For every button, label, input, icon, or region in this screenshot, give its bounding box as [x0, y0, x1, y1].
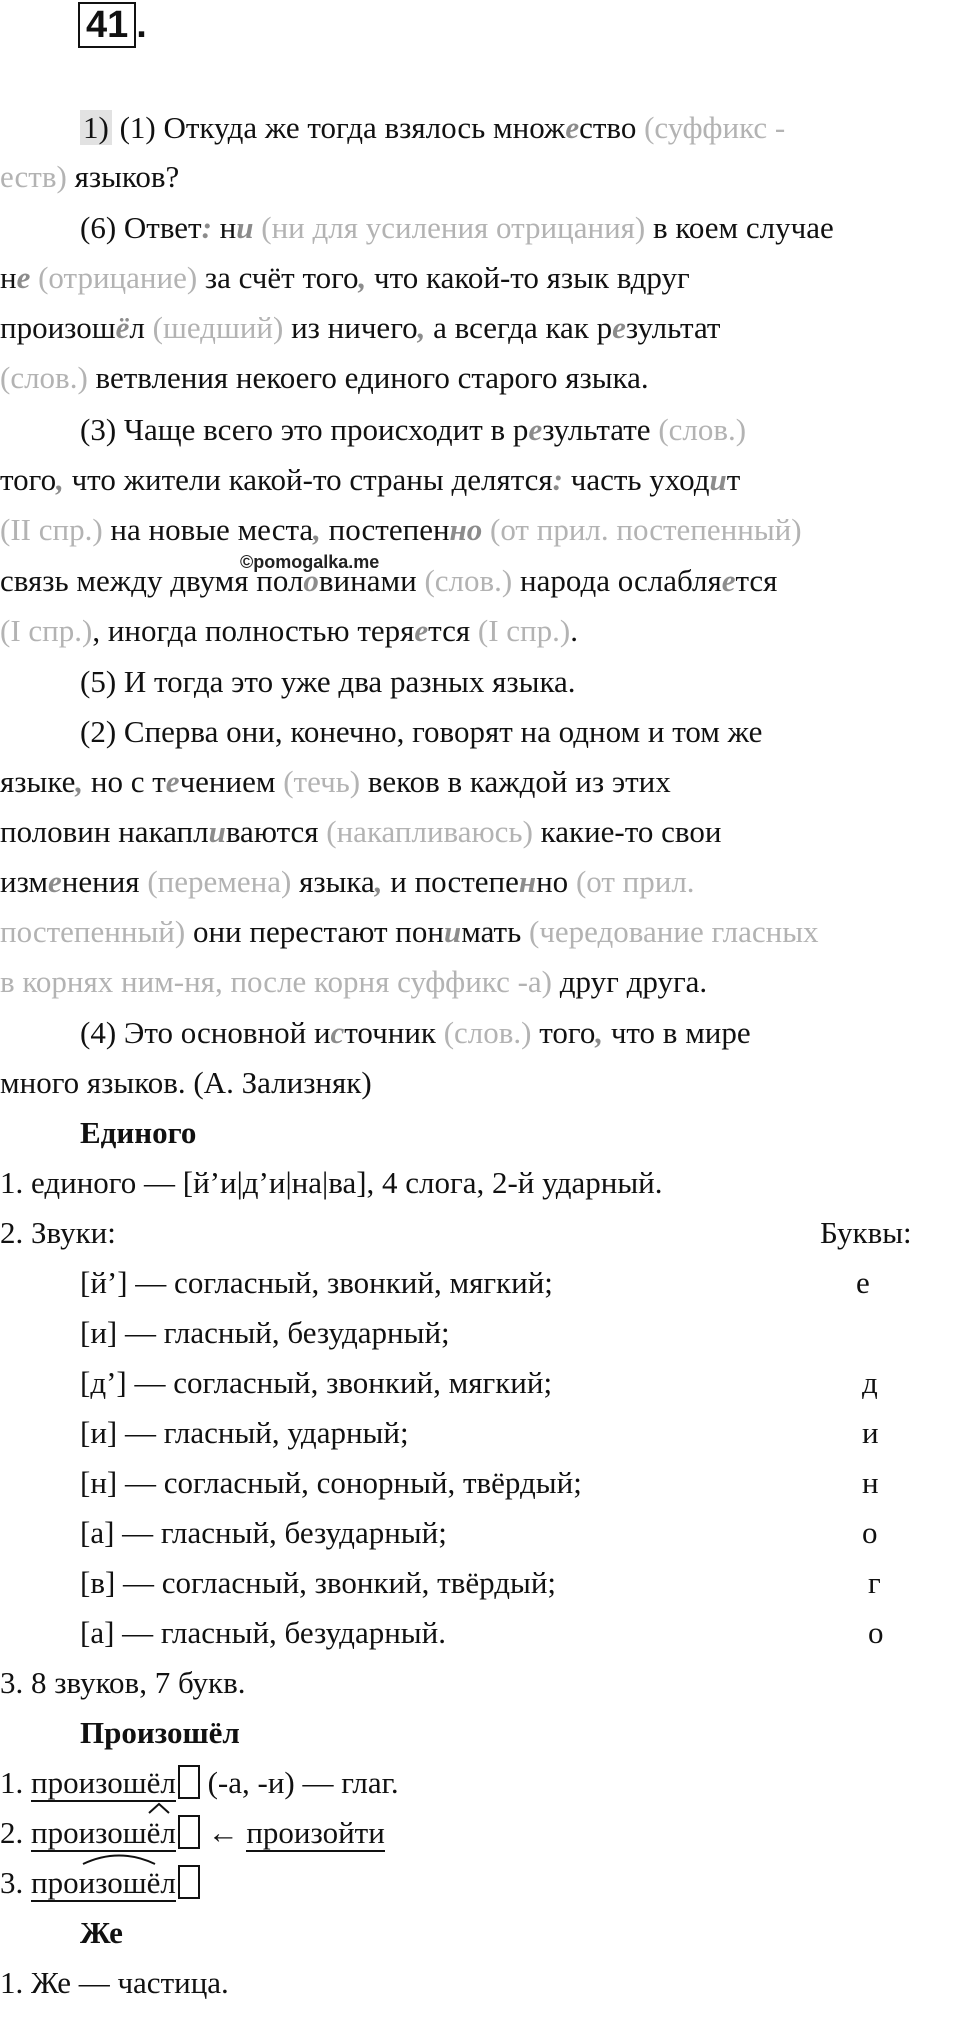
zero-ending-box [178, 1815, 200, 1849]
word-stem: произошёл [31, 1765, 176, 1800]
sounds-summary: 3. 8 звуков, 7 букв. [0, 1665, 246, 1700]
sentence-2-line5: постепенный) они перестают понимать (чередование гласных [0, 914, 819, 949]
heading-edinogo: Единого [80, 1115, 197, 1150]
sounds-label: 2. Звуки: [0, 1215, 116, 1250]
sentence-2: (2) Сперва они, конечно, говорят на одном и том же [80, 714, 763, 749]
arrow-left-icon: ← [199, 1815, 247, 1850]
sentence-2-line3: половин накапливаются (накапливаюсь) какие-то свои [0, 814, 722, 849]
sound-row-1: [й’] — согласный, звонкий, мягкий; [80, 1265, 553, 1300]
letter-row-1: е [856, 1265, 870, 1300]
letter-row-5: н [862, 1465, 879, 1500]
heading-proizoshel: Произошёл [80, 1715, 240, 1750]
suffix-mark-icon [31, 1801, 191, 1815]
base-word: произойти [246, 1815, 385, 1850]
sound-row-4: [и] — гласный, ударный; [80, 1415, 409, 1450]
heading-zhe: Же [80, 1915, 123, 1950]
morph-line-1: 1. произошёл (-а, -и) — глаг. [0, 1765, 399, 1800]
sound-row-3: [д’] — согласный, звонкий, мягкий; [80, 1365, 553, 1400]
watermark: ©pomogalka.me [240, 552, 380, 572]
task-number: 41 . [78, 4, 147, 46]
sentence-1: 1) (1) Откуда же тогда взялось множество (суффикс - [80, 108, 785, 148]
sentence-2-line2: языке, но с течением (течь) веков в каждой из этих [0, 764, 671, 799]
word-with-suffix: произошёл [31, 1813, 176, 1853]
sentence-6: (6) Ответ: ни (ни для усиления отрицания) в коем случае [80, 210, 834, 245]
sentence-3-line3: (II спр.) на новые места, постепенно (от прил. постепенный) [0, 512, 802, 547]
sentence-3-line4: связь между двумя половинами (слов.) народа ослабляется [0, 563, 778, 598]
sentence-6-line4: (слов.) ветвления некоего единого старого языка. [0, 360, 649, 395]
sentence-5: (5) И тогда это уже два разных языка. [80, 664, 576, 699]
letter-row-4: и [862, 1415, 879, 1450]
sentence-4-line2: много языков. (А. Зализняк) [0, 1065, 372, 1100]
sentence-marker: 1) [80, 110, 112, 145]
sound-row-7: [в] — согласный, звонкий, твёрдый; [80, 1565, 557, 1600]
sound-row-2: [и] — гласный, безударный; [80, 1315, 450, 1350]
letter-row-3: д [862, 1365, 878, 1400]
letter-row-8: о [868, 1615, 884, 1650]
morph-line-2: 2. произошёл ← произойти [0, 1813, 385, 1853]
sentence-1-cont: еств) языков? [0, 159, 180, 194]
sentence-6-line3: произошёл (шедший) из ничего, а всегда как результат [0, 310, 721, 345]
zhe-line-1: 1. Же — частица. [0, 1965, 229, 2000]
zero-ending-box [178, 1865, 200, 1899]
letters-label: Буквы: [820, 1215, 912, 1250]
phonetic-line: 1. единого — [й’и|д’и|на|ва], 4 слога, 2-й ударный. [0, 1165, 663, 1200]
sentence-3-line5: (I спр.), иногда полностью теряется (I спр.). [0, 613, 578, 648]
sound-row-8: [а] — гласный, безударный. [80, 1615, 446, 1650]
letter-row-6: о [862, 1515, 878, 1550]
sentence-3: (3) Чаще всего это происходит в результате (слов.) [80, 412, 747, 447]
zero-ending-box [178, 1765, 200, 1799]
letter-row-7: г [868, 1565, 881, 1600]
sentence-4: (4) Это основной источник (слов.) того, что в мире [80, 1015, 751, 1050]
word-with-root: произошёл [31, 1863, 176, 1903]
sentence-3-line2: того, что жители какой-то страны делятся: часть уходит [0, 462, 741, 497]
sound-row-5: [н] — согласный, сонорный, твёрдый; [80, 1465, 582, 1500]
sound-row-6: [а] — гласный, безударный; [80, 1515, 447, 1550]
sentence-2-line4: изменения (перемена) языка, и постепенно (от прил. [0, 864, 695, 899]
sentence-6-line2: не (отрицание) за счёт того, что какой-то язык вдруг [0, 260, 690, 295]
root-arc-icon [31, 1851, 191, 1865]
morph-line-3: 3. произошёл [0, 1863, 200, 1903]
sentence-2-line6: в корнях ним-ня, после корня суффикс -а) друг друга. [0, 964, 708, 999]
